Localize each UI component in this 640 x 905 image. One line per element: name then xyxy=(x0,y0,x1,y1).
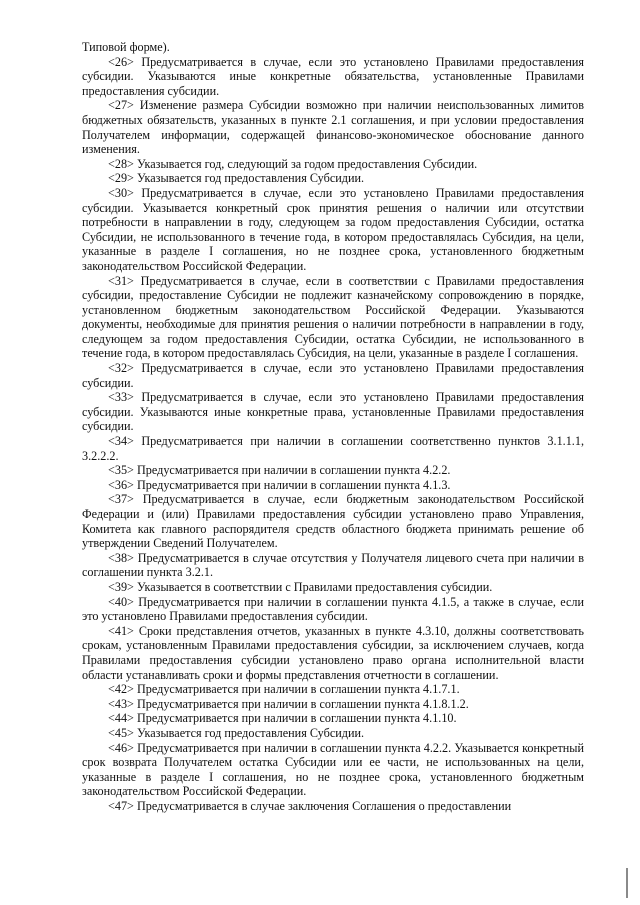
footnote-35: <35> Предусматривается при наличии в соглашении пункта 4.2.2. xyxy=(108,463,451,478)
footnote-28: <28> Указывается год, следующий за годом предоставления Субсидии. xyxy=(108,156,478,171)
footnote-26: <26> Предусматривается в случае, если это установлено Правилами предоставления субсидии. Указываются иные конкретные обязательства, установленные Правилами предоставления субсидии. xyxy=(82,54,584,98)
footnote-46: <46> Предусматривается при наличии в соглашении пункта 4.2.2. Указывается конкретный срок возврата Получателем остатка Субсидии или ее части, не использованных на цели, указанные в разделе I соглашения, но не позднее срока, установленного бюджетным законодательством Российской Федерации. xyxy=(82,740,584,799)
footnote-continuation: Типовой форме). xyxy=(82,40,170,54)
footnote-45: <45> Указывается год предоставления Субсидии. xyxy=(108,725,365,740)
footnote-37: <37> Предусматривается в случае, если бюджетным законодательством Российской Федерации и (или) Правилами предоставления субсидии установлено право Управления, Комитета как главного распорядителя средств областного бюджета принимать решение об утверждении Сведений Получателем. xyxy=(82,492,584,551)
footnote-44: <44> Предусматривается при наличии в соглашении пункта 4.1.10. xyxy=(108,711,457,726)
footnote-31: <31> Предусматривается в случае, если в соответствии с Правилами предоставления субсидии, предоставление Субсидии не подлежит казначейскому сопровождению в порядке, установленном бюджетным законодательством Российской Федерации. Указываются документы, необходимые для принятия решения о наличии потребности в направлении в году, следующем за годом предоставления Субсидии, остатка Субсидии, не использованного в течение года, в котором предоставлялась Субсидия, на цели, указанные в разделе I соглашения. xyxy=(82,273,584,361)
scan-edge-mark xyxy=(626,868,628,898)
footnotes-text xyxy=(82,40,584,813)
footnote-29: <29> Указывается год предоставления Субсидии. xyxy=(108,171,365,186)
footnote-34: <34> Предусматривается при наличии в соглашении соответственно пунктов 3.1.1.1, 3.2.2.2. xyxy=(82,434,584,463)
footnote-42: <42> Предусматривается при наличии в соглашении пункта 4.1.7.1. xyxy=(108,682,460,697)
footnote-40: <40> Предусматривается при наличии в соглашении пункта 4.1.5, а также в случае, если это установлено Правилами предоставления субсидии. xyxy=(82,594,584,624)
footnote-32: <32> Предусматривается в случае, если это установлено Правилами предоставления субсидии. xyxy=(82,361,584,390)
footnote-33: <33> Предусматривается в случае, если это установлено Правилами предоставления субсидии. Указываются иные конкретные права, установленные Правилами предоставления субсидии. xyxy=(82,390,584,434)
footnote-39: <39> Указывается в соответствии с Правилами предоставления субсидии. xyxy=(108,579,493,594)
footnote-36: <36> Предусматривается при наличии в соглашении пункта 4.1.3. xyxy=(108,477,451,492)
footnote-41: <41> Сроки представления отчетов, указанных в пункте 4.3.10, должны соответствовать срокам, установленным Правилами предоставления субсидии, за исключением случаев, когда Правилами предоставления субсидии установлено право органа исполнительной власти области устанавливать сроки и формы представления отчетности в соглашении. xyxy=(82,623,584,682)
footnote-43: <43> Предусматривается при наличии в соглашении пункта 4.1.8.1.2. xyxy=(108,696,469,711)
footnote-47: <47> Предусматривается в случае заключения Соглашения о предоставлении xyxy=(108,798,512,813)
footnote-38: <38> Предусматривается в случае отсутствия у Получателя лицевого счета при наличии в соглашении пункта 3.2.1. xyxy=(82,550,584,580)
footnote-27: <27> Изменение размера Субсидии возможно при наличии неиспользованных лимитов бюджетных обязательств, указанных в пункте 2.1 соглашения, и при условии предоставления Получателем информации, содержащей финансово-экономическое обоснование данного изменения. xyxy=(82,98,584,157)
footnote-30: <30> Предусматривается в случае, если это установлено Правилами предоставления субсидии. Указывается конкретный срок принятия решения о наличии или отсутствии потребности в направлении в году, следующем за годом предоставления Субсидии, остатка Субсидии, не использованного в течение года, в котором предоставлялась Субсидия, на цели, указанные в разделе I соглашения, но не позднее срока, установленного бюджетным законодательством Российской Федерации. xyxy=(82,185,584,273)
